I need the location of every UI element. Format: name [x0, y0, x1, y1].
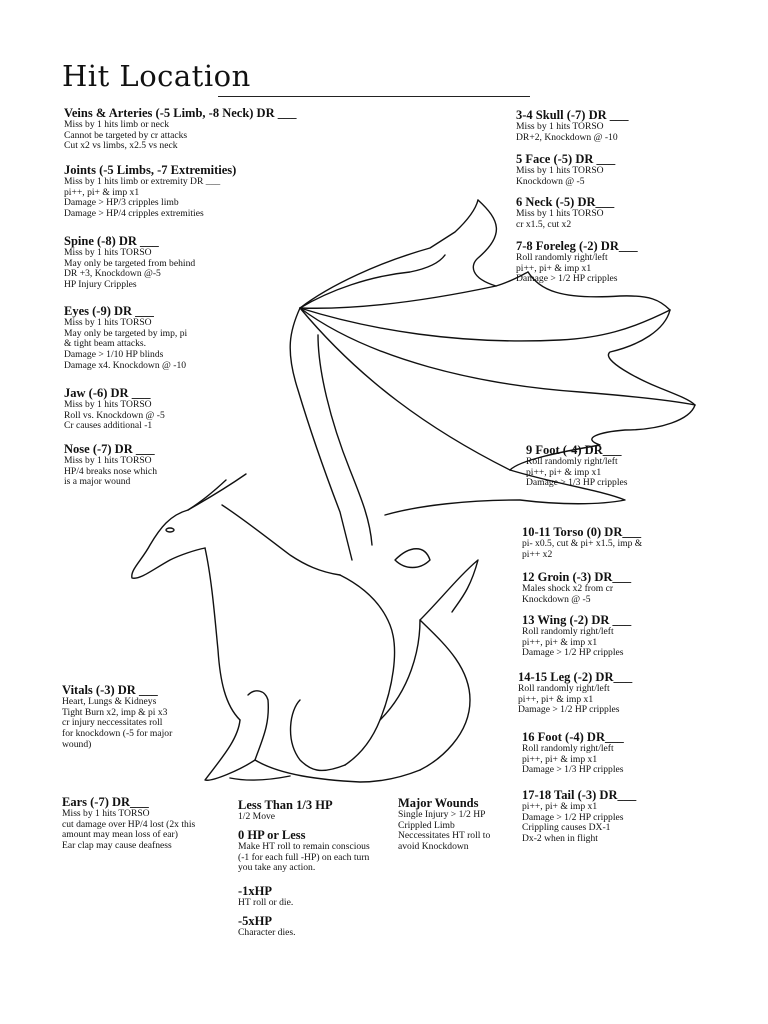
torso-heading: 10-11 Torso (0) DR___ [522, 525, 642, 539]
joints-block [64, 163, 236, 220]
tail-heading: 17-18 Tail (-3) DR___ [522, 788, 637, 802]
major-wounds-line: avoid Knockdown [398, 841, 469, 853]
leg-line: pi++, pi+ & imp x1 [518, 693, 594, 705]
neck-block [516, 195, 614, 230]
wing-line: Damage > 1/2 HP cripples [522, 647, 624, 659]
face-line: Knockdown @ -5 [516, 175, 585, 187]
minus-1x-hp-heading: -1xHP [238, 884, 273, 898]
tail-line: Damage > 1/2 HP cripples [522, 811, 624, 823]
major-wounds-block [398, 796, 490, 853]
tail-line: Dx-2 when in flight [522, 833, 598, 845]
dragon-belly [255, 760, 420, 782]
groin-block [522, 570, 631, 605]
nose-line: Miss by 1 hits TORSO [64, 455, 152, 466]
nose-heading: Nose (-7) DR ___ [64, 442, 155, 456]
wing-heading: 13 Wing (-2) DR ___ [522, 613, 632, 627]
eyes-block [64, 304, 187, 372]
foreleg-line: Roll randomly right/left [516, 252, 608, 263]
foreleg-line: pi++, pi+ & imp x1 [516, 262, 592, 274]
foreleg-heading: 7-8 Foreleg (-2) DR___ [516, 239, 638, 253]
wing-line: Roll randomly right/left [522, 626, 614, 637]
hind-foot-line: Roll randomly right/left [522, 743, 614, 754]
dragon-tail-fin [395, 549, 430, 568]
wing-leading-edge [300, 255, 445, 308]
leg-block [518, 670, 632, 716]
vitals-line: wound) [62, 738, 92, 750]
minus-5x-hp-heading: -5xHP [238, 914, 273, 928]
minus-5x-hp-block [238, 914, 296, 939]
zero-hp-line: Make HT roll to remain conscious [238, 841, 370, 852]
neck-line: cr x1.5, cut x2 [516, 218, 572, 230]
neck-heading: 6 Neck (-5) DR___ [516, 195, 615, 209]
hind-foot-line: Damage > 1/3 HP cripples [522, 764, 624, 776]
dragon-neck-back [222, 505, 340, 575]
vitals-line: for knockdown (-5 for major [62, 728, 173, 740]
vitals-line: cr injury neccessitates roll [62, 717, 163, 729]
leg-line: Roll randomly right/left [518, 683, 610, 694]
vitals-heading: Vitals (-3) DR ___ [62, 683, 158, 697]
nose-block [64, 442, 157, 488]
eyes-line: Damage > 1/10 HP blinds [64, 349, 164, 361]
foot-block [526, 443, 628, 489]
dragon-eye [166, 528, 174, 532]
page-title: Hit Location [62, 59, 251, 93]
dragon-horn [188, 474, 246, 510]
groin-heading: 12 Groin (-3) DR___ [522, 570, 632, 584]
skull-line: Miss by 1 hits TORSO [516, 121, 604, 132]
zero-hp-block [238, 828, 370, 874]
dragon-back [340, 575, 395, 765]
groin-line: Knockdown @ -5 [522, 593, 591, 605]
dragon-neck-front [205, 548, 240, 720]
joints-heading: Joints (-5 Limbs, -7 Extremities) [64, 163, 237, 177]
major-wounds-line: Crippled Limb [398, 819, 455, 831]
leg-heading: 14-15 Leg (-2) DR___ [518, 670, 633, 684]
spine-line: HP Injury Cripples [64, 279, 137, 291]
zero-hp-heading: 0 HP or Less [238, 828, 306, 842]
dragon-head [132, 480, 226, 578]
hind-foot-block [522, 730, 624, 776]
joints-line: Miss by 1 hits limb or extremity DR ___ [64, 176, 221, 187]
vitals-line: Heart, Lungs & Kidneys [62, 696, 157, 707]
face-block [516, 152, 615, 187]
ears-block [62, 795, 195, 852]
skull-line: DR+2, Knockdown @ -10 [516, 131, 618, 143]
vitals-line: Tight Burn x2, imp & pi x3 [62, 706, 168, 718]
ears-line: Miss by 1 hits TORSO [62, 808, 150, 819]
less-than-third-hp-block [238, 798, 333, 823]
zero-hp-line: (-1 for each full -HP) on each turn [238, 851, 370, 863]
groin-line: Males shock x2 from cr [522, 583, 614, 594]
hind-foot-line: pi++, pi+ & imp x1 [522, 753, 598, 765]
leg-line: Damage > 1/2 HP cripples [518, 704, 620, 716]
nose-line: is a major wound [64, 476, 131, 488]
eyes-line: Miss by 1 hits TORSO [64, 317, 152, 328]
less-than-third-hp-line: 1/2 Move [238, 811, 276, 822]
joints-line: Damage > HP/3 cripples limb [64, 197, 179, 209]
wing-block [522, 613, 631, 659]
spine-block [64, 234, 195, 291]
joints-line: Damage > HP/4 cripples extremities [64, 208, 204, 220]
wing-finger-2 [300, 308, 670, 341]
dragon-chest [205, 720, 255, 780]
neck-line: Miss by 1 hits TORSO [516, 208, 604, 219]
ears-heading: Ears (-7) DR___ [62, 795, 149, 809]
wing-arm [290, 308, 352, 560]
veins-arteries-line: Cut x2 vs limbs, x2.5 vs neck [64, 140, 178, 152]
eyes-line: & tight beam attacks. [64, 338, 147, 350]
torso-line: pi- x0.5, cut & pi+ x1.5, imp & [522, 538, 643, 549]
wing-line: pi++, pi+ & imp x1 [522, 636, 598, 648]
minus-1x-hp-line: HT roll or die. [238, 897, 294, 908]
eyes-heading: Eyes (-9) DR ___ [64, 304, 154, 318]
eyes-line: Damage x4. Knockdown @ -10 [64, 359, 187, 371]
major-wounds-heading: Major Wounds [398, 796, 479, 810]
dragon-tail-tip [420, 560, 478, 620]
ears-line: cut damage over HP/4 lost (2x this [62, 818, 196, 830]
major-wounds-line: Neccessitates HT roll to [398, 830, 491, 842]
minus-1x-hp-block [238, 884, 293, 909]
wing-finger-1 [300, 272, 528, 308]
foreleg-line: Damage > 1/2 HP cripples [516, 273, 618, 285]
zero-hp-line: you take any action. [238, 862, 316, 874]
jaw-heading: Jaw (-6) DR ___ [64, 386, 151, 400]
spine-line: DR +3, Knockdown @-5 [64, 268, 161, 280]
vitals-block [62, 683, 172, 751]
tail-line: Crippling causes DX-1 [522, 822, 611, 834]
major-wounds-line: Single Injury > 1/2 HP [398, 809, 486, 820]
dragon-hindleg [291, 700, 345, 770]
wing-top-bone [300, 200, 478, 308]
nose-line: HP/4 breaks nose which [64, 465, 157, 477]
wing-top-membrane [473, 200, 496, 286]
spine-line: May only be targeted from behind [64, 257, 196, 269]
veins-arteries-block [64, 106, 297, 152]
ears-line: amount may mean loss of ear) [62, 829, 178, 841]
wing-arm-inner [318, 335, 372, 545]
skull-heading: 3-4 Skull (-7) DR ___ [516, 108, 629, 122]
foot-line: pi++, pi+ & imp x1 [526, 466, 602, 478]
foot-line: Damage > 1/3 HP cripples [526, 477, 628, 489]
jaw-line: Roll vs. Knockdown @ -5 [64, 409, 165, 421]
ears-line: Ear clap may cause deafness [62, 840, 172, 852]
torso-block [522, 525, 642, 560]
foot-line: Roll randomly right/left [526, 456, 618, 467]
hind-foot-heading: 16 Foot (-4) DR___ [522, 730, 624, 744]
tail-block [522, 788, 636, 845]
wing-finger-3 [300, 308, 695, 405]
spine-line: Miss by 1 hits TORSO [64, 247, 152, 258]
veins-arteries-heading: Veins & Arteries (-5 Limb, -8 Neck) DR ___ [64, 106, 297, 120]
torso-line: pi++ x2 [522, 548, 553, 560]
jaw-block [64, 386, 165, 432]
foot-heading: 9 Foot (-4) DR___ [526, 443, 622, 457]
minus-5x-hp-line: Character dies. [238, 927, 296, 938]
dragon-foreleg [248, 691, 268, 760]
face-heading: 5 Face (-5) DR ___ [516, 152, 616, 166]
tail-line: pi++, pi+ & imp x1 [522, 801, 598, 812]
dragon-ground [230, 776, 290, 780]
jaw-line: Miss by 1 hits TORSO [64, 399, 152, 410]
wing-scallop-2 [608, 310, 695, 405]
eyes-line: May only be targeted by imp, pi [64, 327, 188, 339]
veins-arteries-line: Miss by 1 hits limb or neck [64, 119, 169, 130]
spine-heading: Spine (-8) DR ___ [64, 234, 159, 248]
foreleg-block [516, 239, 638, 285]
joints-line: pi++, pi+ & imp x1 [64, 186, 140, 198]
less-than-third-hp-heading: Less Than 1/3 HP [238, 798, 333, 812]
jaw-line: Cr causes additional -1 [64, 420, 153, 432]
skull-block [516, 108, 629, 143]
face-line: Miss by 1 hits TORSO [516, 165, 604, 176]
veins-arteries-line: Cannot be targeted by cr attacks [64, 129, 188, 141]
